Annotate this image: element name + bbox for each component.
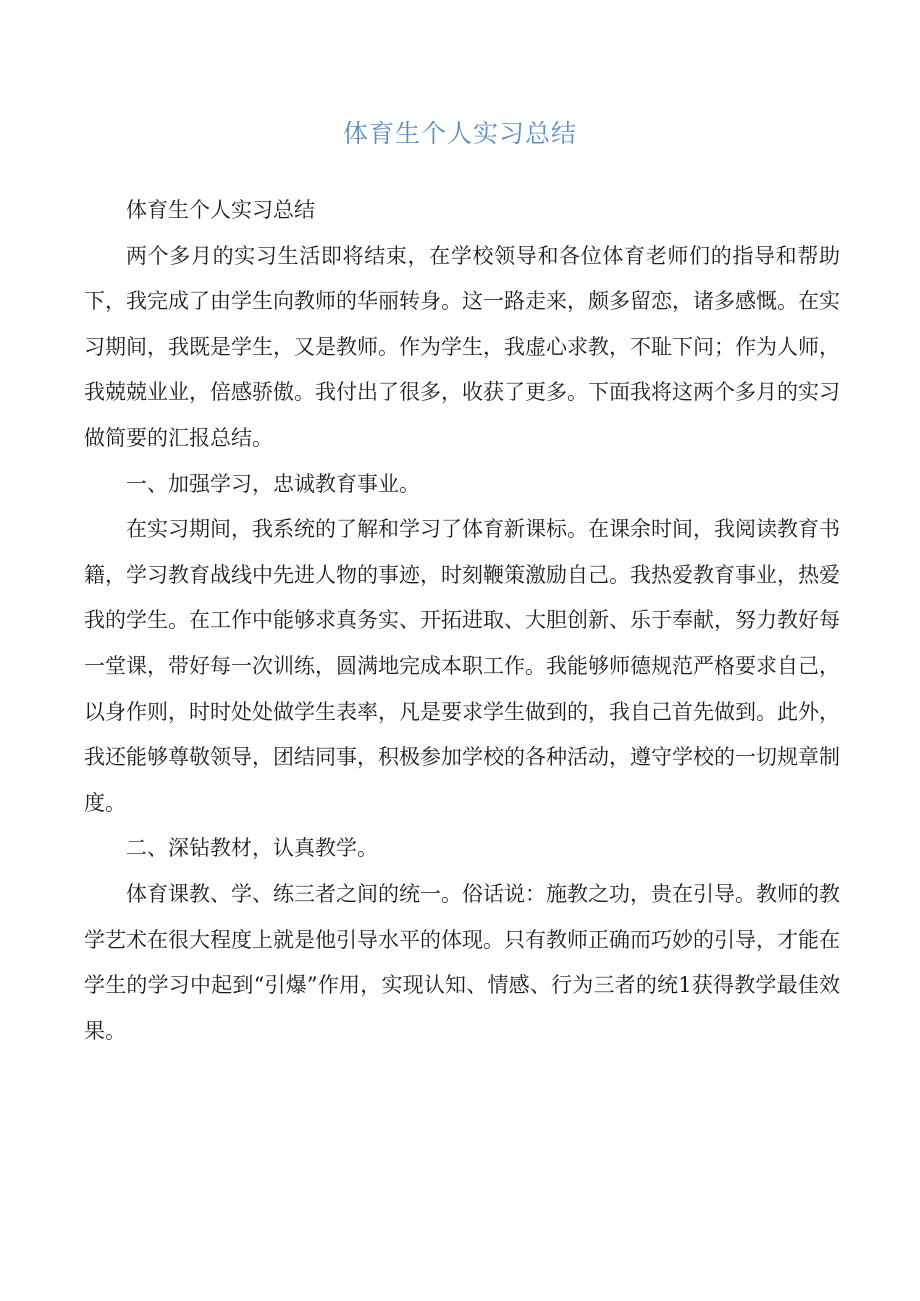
paragraph-section-1: 在实习期间，我系统的了解和学习了体育新课标。在课余时间，我阅读教育书籍，学习教育战线中先进人物的事迹，时刻鞭策激励自己。我热爱教育事业，热爱我的学生。在工作中能够求真务实、开拓进取、大胆创新、乐于奉献，努力教好每一堂课，带好每一次训练，圆满地完成本职工作。我能够师德规范严格要求自己，以身作则，时时处处做学生表率，凡是要求学生做到的，我自己首先做到。此外，我还能够尊敬领导，团结同事，积极参加学校的各种活动，遵守学校的一切规章制度。 xyxy=(84,517,840,815)
paragraph-heading: 体育生个人实习总结 xyxy=(126,198,315,222)
paragraph-intro: 两个多月的实习生活即将结束，在学校领导和各位体育老师们的指导和帮助下，我完成了由学生向教师的华丽转身。这一路走来，颇多留恋，诸多感慨。在实习期间，我既是学生，又是教师。作为学生，我虚心求教，不耻下问；作为人师，我兢兢业业，倍感骄傲。我付出了很多，收获了更多。下面我将这两个多月的实习做简要的汇报总结。 xyxy=(84,243,840,450)
section-heading-2: 二、深钻教材，认真教学。 xyxy=(126,836,378,861)
document-body xyxy=(84,188,840,1054)
section-heading-1: 一、加强学习，忠诚教育事业。 xyxy=(126,471,420,496)
paragraph-section-2: 体育课教、学、练三者之间的统一。俗话说：施教之功，贵在引导。教师的教学艺术在很大程度上就是他引导水平的体现。只有教师正确而巧妙的引导，才能在学生的学习中起到“引爆”作用，实现认知、情感、行为三者的统1获得教学最佳效果。 xyxy=(84,881,840,1043)
document-title: 体育生个人实习总结 xyxy=(342,119,577,148)
